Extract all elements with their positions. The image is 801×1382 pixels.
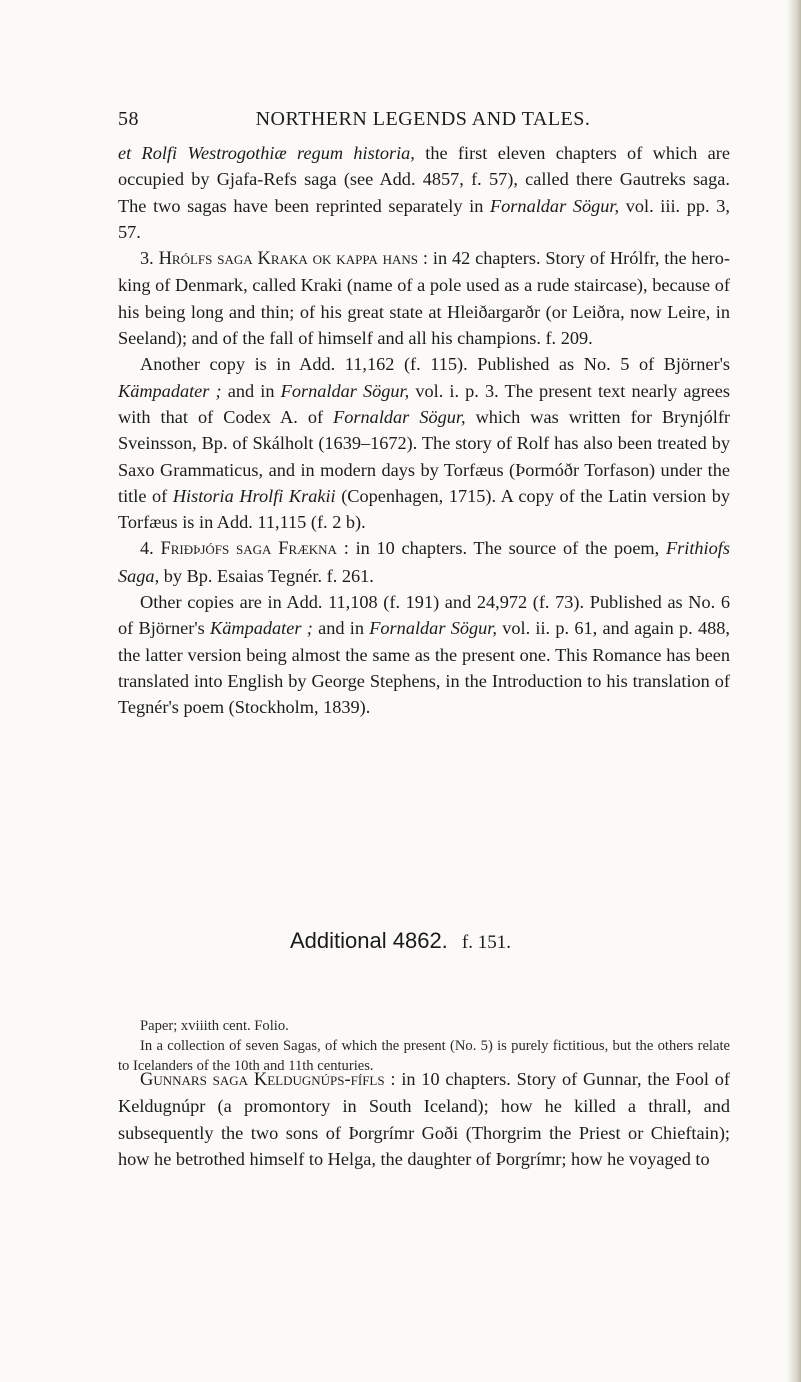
- main-text: [118, 140, 730, 721]
- page-edge-shadow: [787, 0, 801, 1382]
- running-title: NORTHERN LEGENDS AND TALES.: [255, 108, 591, 130]
- italic-title: Fornaldar Sögur,: [333, 406, 466, 427]
- italic-title: Fornaldar Sögur,: [280, 380, 410, 401]
- saga-heading: Gunnars saga Keldugnúps-fífls :: [140, 1070, 396, 1090]
- paragraph-copies: Another copy is in Add. 11,162 (f. 115). Published as No. 5 of Björner's Kämpadater ; and in Fornaldar Sögur, vol. i. p. 3. The present text nearly agrees with that of Codex A. of Fornaldar Sögur, which was written for Brynjólfr Sveinsson, Bp. of Skálholt (1639–1672). The story of Rolf has also been treated by Saxo Grammaticus, and in modern days by Torfæus (Þormóðr Torfason) under the title of Historia Hrolfi Krakii (Copenhagen, 1715). A copy of the Latin version by Torfæus is in Add. 11,115 (f. 2 b).: [118, 354, 731, 533]
- saga-heading: Hrólfs saga Kraka ok kappa hans :: [158, 249, 429, 270]
- running-header: [118, 108, 728, 138]
- manuscript-number: Additional 4862.: [290, 928, 448, 953]
- paragraph-continuation: et Rolfi Westrogothiæ regum historia, the first eleven chapters of which are occupied by Gjafa-Refs saga (see Add. 4857, f. 57), called there Gautreks saga. The two sagas have been reprinted separately in Fornaldar Sögur, vol. iii. pp. 3, 57.: [118, 143, 730, 242]
- description-line: Paper; xviiith cent. Folio.: [140, 1018, 289, 1034]
- entry-text: [118, 1066, 730, 1172]
- italic-title: Fornaldar Sögur,: [490, 195, 620, 216]
- folio-number: f. 151.: [461, 932, 511, 953]
- italic-title: Kämpadater ;: [118, 380, 222, 401]
- paragraph-hrolfs-saga: 3. Hrólfs saga Kraka ok kappa hans : in 42 chapters. Story of Hrólfr, the hero-king of Denmark, called Kraki (name of a pole used as a rude staircase), because of his being long and thin; of his great state at Hleiðargarðr (or Leiðra, now Leire, in Seeland); and of the fall of himself and all his champions. f. 209.: [118, 248, 730, 349]
- paragraph-fridthjofs-saga: 4. Friðþjófs saga Frækna : in 10 chapters. The source of the poem, Frithiofs Saga, by Bp. Esaias Tegnér. f. 261.: [118, 538, 730, 586]
- page-number: 58: [118, 108, 139, 130]
- italic-title: Historia Hrolfi Krakii: [172, 485, 336, 506]
- italic-title: Fornaldar Sögur,: [369, 618, 497, 639]
- italic-title: Kämpadater ;: [210, 618, 313, 639]
- description-note: In a collection of seven Sagas, of which the present (No. 5) is purely fictitious, but the others relate to Icelanders of the 10th and 11th centuries.: [118, 1038, 730, 1074]
- paragraph-other-copies: Other copies are in Add. 11,108 (f. 191) and 24,972 (f. 73). Published as No. 6 of Björner's Kämpadater ; and in Fornaldar Sögur, vol. ii. p. 61, and again p. 488, the latter version being almost the same as the present one. This Romance has been translated into English by George Stephens, in the Introduction to his translation of Tegnér's poem (Stockholm, 1839).: [118, 592, 730, 718]
- paragraph-gunnars-saga: Gunnars saga Keldugnúps-fífls : in 10 chapters. Story of Gunnar, the Fool of Keldugnúpr (a promontory in South Iceland); how he killed a thrall, and subsequently the two sons of Þorgrímr Goði (Thorgrim the Priest or Chieftain); how he betrothed himself to Helga, the daughter of Þorgrímr; how he voyaged to: [118, 1069, 730, 1169]
- section-heading: [0, 928, 801, 954]
- italic-title: et Rolfi Westrogothiæ regum historia,: [118, 143, 415, 163]
- saga-heading: Friðþjófs saga Frækna :: [160, 539, 349, 560]
- italic-title: Frithiofs Saga,: [118, 538, 730, 586]
